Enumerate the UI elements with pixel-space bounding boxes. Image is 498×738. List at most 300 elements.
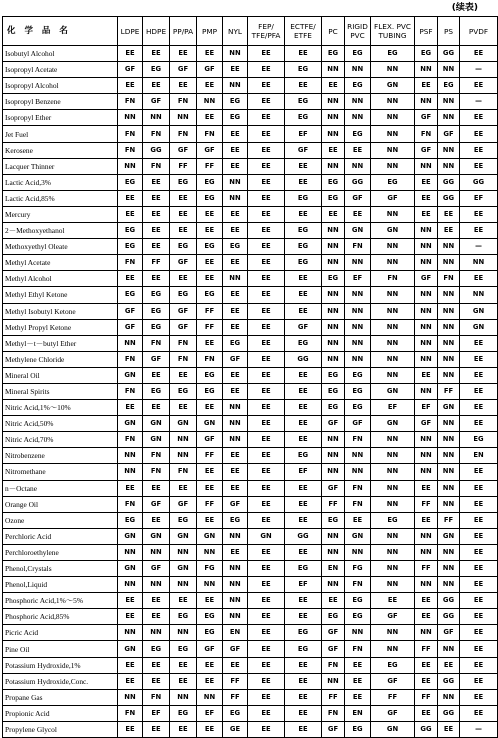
table-row [3,705,498,721]
rating-cell: GF [345,416,371,432]
rating-cell: EG [345,609,371,625]
rating-cell: EE [223,367,248,383]
chemical-name-cell: Pine Oil [3,641,118,657]
rating-cell: NN [415,528,438,544]
rating-cell: EE [143,46,170,62]
rating-cell: EE [415,593,438,609]
chemical-name-cell: Orange Oil [3,496,118,512]
rating-cell: EE [285,673,322,689]
rating-cell: GG [285,528,322,544]
rating-cell: GN [460,319,498,335]
rating-cell: EE [285,206,322,222]
rating-cell: GF [197,641,223,657]
table-row [3,126,498,142]
rating-cell: EG [371,657,415,673]
rating-cell: NN [223,190,248,206]
rating-cell: EG [197,287,223,303]
rating-cell: GF [371,673,415,689]
rating-cell: FF [438,512,460,528]
chemical-name-cell: Methyl Isobutyl Ketone [3,303,118,319]
table-row [3,625,498,641]
rating-cell: NN [415,335,438,351]
rating-cell: NN [415,287,438,303]
rating-cell: EF [415,400,438,416]
rating-cell: GN [197,416,223,432]
rating-cell: NN [415,625,438,641]
rating-cell: GF [415,110,438,126]
rating-cell: NN [345,625,371,641]
rating-cell: EG [170,641,197,657]
rating-cell: EG [223,512,248,528]
rating-cell: EG [143,641,170,657]
column-header: RIGID PVC [345,17,371,46]
rating-cell: EE [460,110,498,126]
rating-cell: NN [371,448,415,464]
rating-cell: EE [460,480,498,496]
rating-cell: EE [345,689,371,705]
table-row [3,62,498,78]
table-row [3,110,498,126]
continued-label: (续表) [451,3,478,13]
rating-cell: EG [223,335,248,351]
rating-cell: NN [438,464,460,480]
rating-cell: EE [345,512,371,528]
rating-cell: EG [118,239,143,255]
rating-cell: GN [438,400,460,416]
chemical-name-cell: Propylene Glycol [3,721,118,737]
rating-cell: GF [143,561,170,577]
rating-cell: EE [415,206,438,222]
rating-cell: EE [460,528,498,544]
rating-cell: NN [345,335,371,351]
rating-cell: EE [143,239,170,255]
chemical-name-cell: Ozone [3,512,118,528]
rating-cell: EF [285,577,322,593]
rating-cell: NN [143,625,170,641]
rating-cell: NN [371,319,415,335]
rating-cell: NN [322,158,345,174]
rating-cell: NN [170,110,197,126]
rating-cell: EE [223,464,248,480]
rating-cell: FN [345,432,371,448]
rating-cell: GF [322,625,345,641]
rating-cell: NN [345,158,371,174]
rating-cell: EE [143,367,170,383]
rating-cell: NN [460,287,498,303]
rating-cell: NN [170,544,197,560]
rating-cell: NN [118,158,143,174]
chemical-name-cell: Propane Gas [3,689,118,705]
rating-cell: NN [322,287,345,303]
rating-cell: NN [438,255,460,271]
rating-cell: EG [415,46,438,62]
table-body [3,46,498,738]
rating-cell: EG [322,271,345,287]
rating-cell: FG [197,561,223,577]
rating-cell: NN [415,255,438,271]
table-row [3,673,498,689]
rating-cell: EE [197,464,223,480]
rating-cell: FN [118,432,143,448]
rating-cell: EE [170,480,197,496]
rating-cell: EE [345,657,371,673]
rating-cell: GN [118,416,143,432]
rating-cell: EE [118,78,143,94]
table-row [3,689,498,705]
rating-cell: GF [223,641,248,657]
rating-cell: NN [345,255,371,271]
rating-cell: EE [170,400,197,416]
rating-cell: FN [143,335,170,351]
rating-cell: NN [345,287,371,303]
rating-cell: NN [345,544,371,560]
rating-cell: GF [170,303,197,319]
column-header: FLEX. PVC TUBING [371,17,415,46]
rating-cell: GN [143,416,170,432]
rating-cell: FN [170,351,197,367]
rating-cell: GN [345,528,371,544]
chemical-name-cell: Phenol,Crystals [3,561,118,577]
rating-cell: FN [143,126,170,142]
rating-cell: EG [322,609,345,625]
rating-cell: EN [223,625,248,641]
rating-cell: NN [197,94,223,110]
rating-cell: EE [248,46,285,62]
rating-cell: NN [170,689,197,705]
rating-cell: NN [415,448,438,464]
rating-cell: NN [415,94,438,110]
rating-cell: EN [460,448,498,464]
rating-cell: GF [285,142,322,158]
rating-cell: EG [285,190,322,206]
rating-cell: EE [415,705,438,721]
rating-cell: GF [438,126,460,142]
rating-cell: EG [170,174,197,190]
rating-cell: FN [345,641,371,657]
rating-cell: FN [415,126,438,142]
rating-cell: NN [322,110,345,126]
rating-cell: EE [223,383,248,399]
rating-cell: EF [285,126,322,142]
rating-cell: EE [415,78,438,94]
rating-cell: NN [415,62,438,78]
rating-cell: EF [285,464,322,480]
rating-cell: NN [371,110,415,126]
rating-cell: EE [170,206,197,222]
table-row [3,239,498,255]
rating-cell: EE [248,464,285,480]
column-header: PSF [415,17,438,46]
chemical-name-cell: Nitric Acid,70% [3,432,118,448]
rating-cell: EG [345,78,371,94]
column-header: PVDF [460,17,498,46]
rating-cell: EE [197,78,223,94]
chemical-name-cell: Nitric Acid,50% [3,416,118,432]
rating-cell: NN [345,303,371,319]
rating-cell: NN [438,480,460,496]
rating-cell: EG [460,432,498,448]
table-row [3,367,498,383]
table-row [3,255,498,271]
rating-cell: GF [170,319,197,335]
rating-cell: EE [118,46,143,62]
rating-cell: FF [223,689,248,705]
rating-cell: NN [118,625,143,641]
rating-cell: EE [170,721,197,737]
rating-cell: EE [143,223,170,239]
table-row [3,448,498,464]
table-row [3,512,498,528]
rating-cell: NN [438,94,460,110]
rating-cell: FN [118,705,143,721]
rating-cell: GG [143,142,170,158]
rating-cell: GF [143,351,170,367]
rating-cell: NN [118,464,143,480]
rating-cell: FN [170,464,197,480]
rating-cell: FN [197,351,223,367]
rating-cell: NN [322,528,345,544]
chemical-name-cell: Methylene Chloride [3,351,118,367]
rating-cell: EE [415,480,438,496]
rating-cell: GN [371,383,415,399]
rating-cell: EF [197,705,223,721]
rating-cell: EE [223,480,248,496]
table-row [3,142,498,158]
table-row [3,721,498,737]
rating-cell: GF [415,416,438,432]
rating-cell: EE [248,174,285,190]
rating-cell: NN [371,528,415,544]
rating-cell: EE [285,657,322,673]
chemical-name-cell: Methyl－t－butyl Ether [3,335,118,351]
rating-cell: EG [197,367,223,383]
rating-cell: EE [223,206,248,222]
column-header: 化 学 品 名 [3,17,118,46]
rating-cell: EG [322,46,345,62]
rating-cell: EE [248,303,285,319]
rating-cell: NN [438,641,460,657]
rating-cell: EE [248,206,285,222]
rating-cell: EE [197,593,223,609]
table-row [3,335,498,351]
rating-cell: NN [415,432,438,448]
rating-cell: FF [415,641,438,657]
rating-cell: EG [371,512,415,528]
rating-cell: EE [345,673,371,689]
rating-cell: GN [118,641,143,657]
table-row [3,303,498,319]
rating-cell: EE [143,609,170,625]
rating-cell: EE [460,705,498,721]
rating-cell: FN [170,94,197,110]
rating-cell: EE [248,351,285,367]
rating-cell: NN [371,206,415,222]
rating-cell: EE [118,271,143,287]
rating-cell: FN [118,496,143,512]
rating-cell: EE [285,383,322,399]
rating-cell: EE [170,367,197,383]
rating-cell: FN [118,126,143,142]
rating-cell: GG [438,190,460,206]
rating-cell: EN [345,705,371,721]
rating-cell: GF [322,721,345,737]
rating-cell: FN [118,383,143,399]
rating-cell: EE [460,512,498,528]
rating-cell: NN [322,448,345,464]
rating-cell: — [460,239,498,255]
rating-cell: EE [197,46,223,62]
chemical-name-cell: Jet Fuel [3,126,118,142]
rating-cell: EE [285,721,322,737]
rating-cell: EE [248,625,285,641]
rating-cell: EG [285,239,322,255]
rating-cell: EE [285,158,322,174]
rating-cell: EE [438,206,460,222]
rating-cell: NN [438,416,460,432]
rating-cell: GN [118,367,143,383]
rating-cell: EF [371,400,415,416]
rating-cell: EG [170,239,197,255]
table-row [3,464,498,480]
rating-cell: EG [285,94,322,110]
rating-cell: EE [285,544,322,560]
rating-cell: GF [371,609,415,625]
rating-cell: EE [248,432,285,448]
rating-cell: EG [345,46,371,62]
rating-cell: EG [223,110,248,126]
rating-cell: EG [285,223,322,239]
rating-cell: EE [460,609,498,625]
rating-cell: NN [371,351,415,367]
rating-cell: GG [438,673,460,689]
rating-cell: NN [371,641,415,657]
rating-cell: EE [345,206,371,222]
rating-cell: EG [322,174,345,190]
rating-cell: EE [118,480,143,496]
rating-cell: NN [345,448,371,464]
rating-cell: EG [197,625,223,641]
rating-cell: EE [322,206,345,222]
rating-cell: NN [223,609,248,625]
rating-cell: EG [322,190,345,206]
rating-cell: EG [170,383,197,399]
rating-cell: GF [371,190,415,206]
rating-cell: EE [438,657,460,673]
rating-cell: NN [118,689,143,705]
rating-cell: NN [223,400,248,416]
rating-cell: EE [248,78,285,94]
rating-cell: EE [248,689,285,705]
rating-cell: GG [415,721,438,737]
rating-cell: NN [371,464,415,480]
rating-cell: EE [223,287,248,303]
rating-cell: FF [197,319,223,335]
rating-cell: NN [322,432,345,448]
rating-cell: GF [197,62,223,78]
rating-cell: NN [345,464,371,480]
rating-cell: FF [371,689,415,705]
rating-cell: NN [322,351,345,367]
table-row [3,174,498,190]
rating-cell: NN [371,625,415,641]
table-row [3,46,498,62]
column-header: NYL [223,17,248,46]
rating-cell: EG [345,383,371,399]
table-row [3,94,498,110]
rating-cell: NN [371,287,415,303]
rating-cell: EE [248,673,285,689]
rating-cell: NN [345,62,371,78]
rating-cell: EE [248,544,285,560]
rating-cell: EE [118,609,143,625]
column-header: FEP/ TFE/PFA [248,17,285,46]
rating-cell: GG [438,609,460,625]
column-header: PP/PA [170,17,197,46]
rating-cell: GF [143,94,170,110]
rating-cell: NN [438,448,460,464]
rating-cell: NN [371,62,415,78]
rating-cell: FN [438,271,460,287]
rating-cell: GF [197,432,223,448]
rating-cell: EE [285,705,322,721]
table-row [3,351,498,367]
rating-cell: EE [460,400,498,416]
rating-cell: EE [143,721,170,737]
rating-cell: EE [248,721,285,737]
chemical-name-cell: Isopropyl Benzene [3,94,118,110]
chemical-name-cell: Methyl Acetate [3,255,118,271]
rating-cell: GG [285,351,322,367]
rating-cell: EG [197,383,223,399]
rating-cell: EG [345,593,371,609]
table-row [3,190,498,206]
rating-cell: GN [197,528,223,544]
rating-cell: NN [438,561,460,577]
rating-cell: GF [285,319,322,335]
rating-cell: EE [143,190,170,206]
chemical-name-cell: Perchloroethylene [3,544,118,560]
table-row [3,609,498,625]
rating-cell: EG [322,512,345,528]
chemical-name-cell: n－Octane [3,480,118,496]
column-header: PS [438,17,460,46]
rating-cell: EE [285,432,322,448]
rating-cell: EG [143,319,170,335]
rating-cell: EE [170,673,197,689]
rating-cell: EG [170,512,197,528]
rating-cell: EE [460,625,498,641]
rating-cell: EG [118,287,143,303]
rating-cell: FF [322,496,345,512]
rating-cell: GF [170,496,197,512]
rating-cell: NN [223,593,248,609]
rating-cell: EE [223,319,248,335]
rating-cell: EE [285,609,322,625]
chemical-name-cell: Nitric Acid,1%～10% [3,400,118,416]
rating-cell: FN [322,657,345,673]
table-row [3,287,498,303]
rating-cell: GN [371,223,415,239]
table-row [3,496,498,512]
rating-cell: EE [460,561,498,577]
rating-cell: GF [170,142,197,158]
rating-cell: NN [415,158,438,174]
rating-cell: NN [371,239,415,255]
rating-cell: NN [223,174,248,190]
rating-cell: EG [285,625,322,641]
rating-cell: EE [460,593,498,609]
rating-cell: NN [371,367,415,383]
